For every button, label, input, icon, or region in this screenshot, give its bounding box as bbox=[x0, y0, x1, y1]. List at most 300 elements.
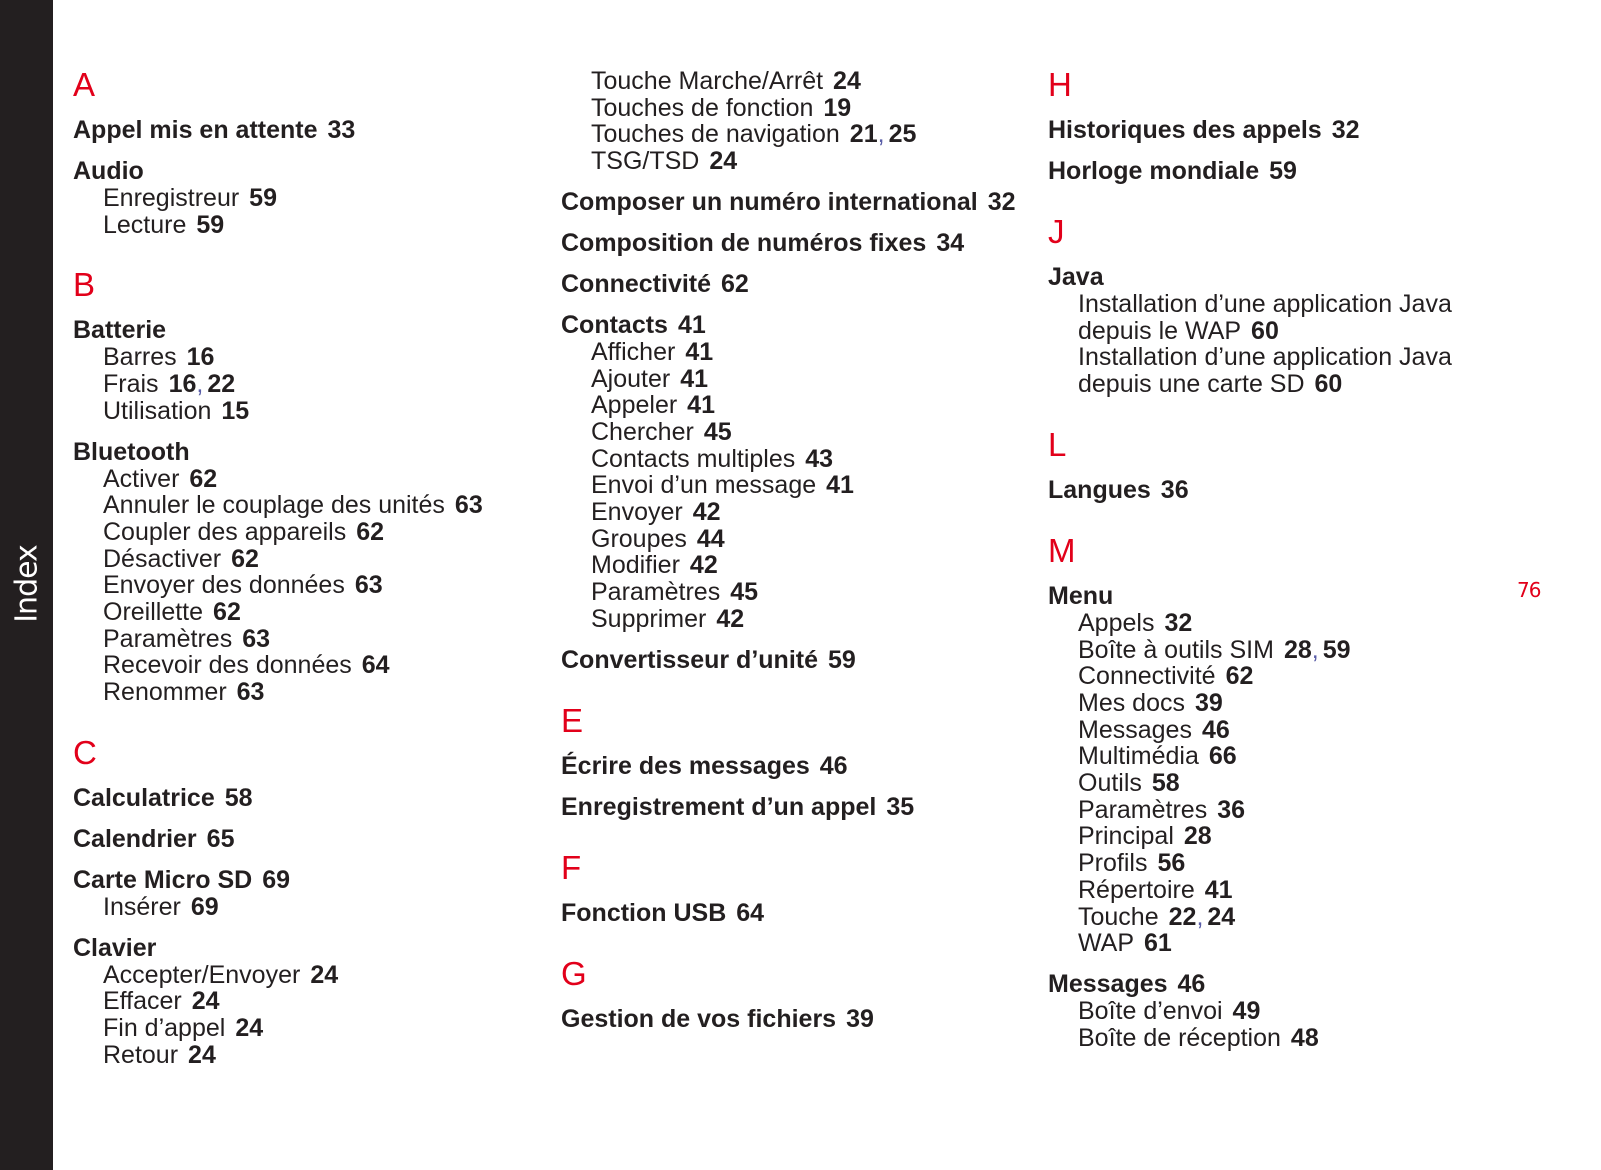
sub-entry bbox=[73, 894, 573, 921]
page-ref: 42 bbox=[716, 604, 745, 633]
page-ref: 42 bbox=[689, 551, 718, 580]
sub-entry bbox=[561, 606, 1061, 633]
sub-entry bbox=[73, 546, 573, 573]
index-entry bbox=[1048, 158, 1548, 185]
entry-term: Fonction USB bbox=[561, 898, 727, 927]
page-ref: 61 bbox=[1144, 929, 1172, 958]
page-ref: 43 bbox=[805, 444, 834, 473]
sub-entry bbox=[1048, 344, 1548, 397]
sub-entry bbox=[561, 472, 1061, 499]
sub-entry-term: Envoyer des données bbox=[103, 571, 345, 600]
page-refs bbox=[1184, 822, 1212, 850]
entry-heading bbox=[1048, 971, 1548, 998]
index-section bbox=[73, 268, 573, 705]
page-refs bbox=[188, 1041, 216, 1069]
index-section bbox=[73, 733, 573, 1069]
page-ref: 62 bbox=[356, 517, 385, 546]
page-ref: 64 bbox=[361, 651, 390, 680]
page-refs bbox=[1315, 370, 1343, 398]
sub-entry bbox=[73, 344, 573, 371]
page-refs bbox=[1233, 997, 1261, 1025]
sub-entry bbox=[73, 519, 573, 546]
page-ref: 63 bbox=[354, 571, 383, 600]
section-letter: G bbox=[561, 954, 587, 992]
page-ref: 39 bbox=[1194, 688, 1223, 717]
page-ref: 41 bbox=[680, 364, 709, 393]
entry-term: Contacts bbox=[561, 310, 668, 339]
page-refs bbox=[1269, 157, 1297, 185]
sub-entry-term: TSG/TSD bbox=[591, 147, 700, 176]
page-ref: 35 bbox=[886, 792, 915, 821]
sub-entry bbox=[561, 339, 1061, 366]
page-ref: 45 bbox=[703, 417, 732, 446]
page-ref: 63 bbox=[242, 624, 271, 653]
entry-heading bbox=[561, 230, 1061, 257]
page-ref: 49 bbox=[1232, 996, 1261, 1025]
page-ref: 32 bbox=[1331, 116, 1360, 144]
page-refs bbox=[680, 365, 708, 393]
page-ref: 59 bbox=[828, 645, 856, 674]
sub-entry bbox=[73, 185, 573, 212]
index-entry bbox=[73, 785, 573, 812]
sub-entry bbox=[561, 121, 1061, 148]
page-refs bbox=[833, 67, 861, 95]
page-ref: 60 bbox=[1251, 316, 1279, 345]
page-ref: 24 bbox=[188, 1040, 216, 1069]
page-ref: 21 bbox=[849, 120, 878, 149]
sub-entry bbox=[73, 212, 573, 239]
page-refs bbox=[356, 518, 384, 546]
index-section bbox=[561, 68, 1061, 674]
entry-term: Composer un numéro international bbox=[561, 187, 978, 216]
sub-entry bbox=[73, 466, 573, 493]
page-ref: 32 bbox=[987, 187, 1016, 216]
page-refs bbox=[225, 784, 253, 812]
page-refs bbox=[1144, 929, 1172, 957]
page-refs bbox=[455, 491, 483, 519]
page-refs bbox=[191, 893, 219, 921]
page-number: 76 bbox=[1517, 578, 1541, 602]
page-ref: 48 bbox=[1290, 1023, 1319, 1052]
entry-term: Calculatrice bbox=[73, 783, 215, 812]
entry-heading bbox=[73, 826, 573, 853]
page-separator: , bbox=[877, 120, 885, 149]
index-entry bbox=[561, 230, 1061, 257]
sub-entry bbox=[1048, 770, 1548, 797]
index-entry bbox=[73, 317, 573, 424]
page-ref: 41 bbox=[1204, 875, 1233, 904]
page-ref: 16 bbox=[168, 370, 197, 399]
page-ref: 62 bbox=[1225, 662, 1254, 691]
entry-heading bbox=[1048, 264, 1548, 291]
index-entry bbox=[1048, 477, 1548, 504]
sub-entry-term: Installation d’une application Java depuis le WAP bbox=[1078, 290, 1452, 345]
page-refs bbox=[192, 987, 220, 1015]
sub-entry-term: WAP bbox=[1078, 929, 1135, 958]
entry-term: Menu bbox=[1048, 581, 1114, 610]
section-letter: A bbox=[73, 66, 96, 103]
page-ref: 42 bbox=[692, 498, 721, 527]
page-ref: 62 bbox=[213, 598, 241, 627]
page-refs bbox=[242, 625, 270, 653]
index-entry bbox=[73, 935, 573, 1069]
index-entry bbox=[561, 1006, 1061, 1033]
page-refs bbox=[1195, 689, 1223, 717]
sidebar-label: Index bbox=[9, 545, 45, 623]
page-ref: 28 bbox=[1183, 822, 1212, 851]
page-ref: 24 bbox=[833, 67, 861, 95]
sub-entry bbox=[73, 492, 573, 519]
page-refs bbox=[678, 311, 706, 339]
page-ref: 62 bbox=[189, 464, 218, 493]
index-column-3 bbox=[1048, 68, 1548, 1081]
page-refs bbox=[207, 825, 235, 853]
page-refs bbox=[310, 961, 338, 989]
entry-heading bbox=[1048, 117, 1548, 144]
page-ref: 46 bbox=[819, 751, 848, 780]
page-refs bbox=[1217, 796, 1245, 824]
sub-entry-term: Messages bbox=[1078, 715, 1192, 744]
section-letter: E bbox=[561, 701, 584, 739]
index-entry bbox=[561, 189, 1061, 216]
page-ref: 19 bbox=[823, 93, 852, 122]
page-refs bbox=[687, 391, 715, 419]
sub-entry bbox=[1048, 1025, 1548, 1052]
page-ref: 59 bbox=[196, 210, 225, 239]
sub-entry-term: Paramètres bbox=[591, 578, 721, 607]
page-ref: 15 bbox=[221, 396, 250, 425]
sub-entry bbox=[561, 419, 1061, 446]
page-refs bbox=[221, 397, 249, 425]
page-refs bbox=[1332, 116, 1360, 144]
section-letter: M bbox=[1048, 531, 1076, 569]
page-refs bbox=[362, 651, 390, 679]
section-letter: B bbox=[73, 266, 96, 304]
page-ref: 24 bbox=[709, 147, 738, 176]
index-entry bbox=[561, 68, 1061, 175]
entry-heading bbox=[561, 753, 1061, 780]
sub-entry bbox=[1048, 904, 1548, 931]
index-entry bbox=[561, 753, 1061, 780]
entry-term: Horloge mondiale bbox=[1048, 157, 1260, 185]
sub-entry bbox=[73, 572, 573, 599]
entry-heading bbox=[73, 117, 573, 144]
page-refs bbox=[196, 211, 224, 239]
entry-heading bbox=[561, 900, 1061, 927]
page-ref: 59 bbox=[249, 184, 277, 212]
sub-entry bbox=[561, 579, 1061, 606]
sub-entry-term: Touches de navigation bbox=[591, 120, 840, 149]
page-refs bbox=[709, 147, 737, 175]
page-ref: 22 bbox=[1168, 902, 1197, 931]
page-ref: 16 bbox=[186, 343, 215, 372]
page-ref: 59 bbox=[1269, 157, 1297, 185]
page-separator: , bbox=[1196, 902, 1204, 931]
page-refs bbox=[697, 525, 725, 553]
sub-entry-term: Boîte d’envoi bbox=[1078, 996, 1223, 1025]
page-refs bbox=[716, 605, 744, 633]
sub-entry bbox=[73, 599, 573, 626]
section-letter: J bbox=[1048, 213, 1065, 250]
page-ref: 39 bbox=[846, 1004, 874, 1033]
sub-entry bbox=[561, 552, 1061, 579]
index-section bbox=[561, 954, 1061, 1033]
sub-entry-term: Boîte à outils SIM bbox=[1078, 635, 1274, 664]
sub-entry-term: Retour bbox=[103, 1040, 179, 1069]
page-ref: 45 bbox=[730, 578, 759, 607]
page-ref: 62 bbox=[721, 269, 749, 298]
index-entry bbox=[73, 117, 573, 144]
entry-term: Appel mis en attente bbox=[73, 116, 318, 144]
sub-entry-term: Oreillette bbox=[103, 598, 204, 627]
sub-entry bbox=[1048, 877, 1548, 904]
sub-entry bbox=[1048, 690, 1548, 717]
sub-entry-term: Appeler bbox=[591, 391, 678, 420]
sub-entry-term: Lecture bbox=[103, 210, 187, 239]
sub-entry bbox=[1048, 930, 1548, 957]
page-ref: 24 bbox=[235, 1013, 264, 1042]
entry-term: Clavier bbox=[73, 933, 157, 962]
page-refs bbox=[1169, 903, 1236, 931]
sub-entry bbox=[73, 1042, 573, 1069]
page-ref: 36 bbox=[1160, 475, 1189, 504]
index-section bbox=[73, 68, 573, 238]
sub-entry bbox=[73, 962, 573, 989]
sub-entry bbox=[1048, 717, 1548, 744]
sub-entry-term: Envoyer bbox=[591, 498, 683, 527]
entry-term: Messages bbox=[1048, 969, 1168, 998]
page-refs bbox=[231, 545, 259, 573]
index-entry bbox=[561, 900, 1061, 927]
sub-entry-term: Chercher bbox=[591, 417, 694, 446]
index-entry bbox=[73, 867, 573, 921]
sub-entry bbox=[73, 626, 573, 653]
sub-entry-term: Accepter/Envoyer bbox=[103, 960, 301, 989]
sub-entry bbox=[561, 526, 1061, 553]
sub-entry bbox=[73, 652, 573, 679]
page-ref: 59 bbox=[1322, 635, 1351, 664]
sub-entry-term: Boîte de réception bbox=[1078, 1023, 1281, 1052]
page-refs bbox=[826, 471, 854, 499]
page-ref: 64 bbox=[736, 898, 765, 927]
entry-term: Carte Micro SD bbox=[73, 865, 253, 894]
index-entry bbox=[1048, 971, 1548, 1051]
sub-entry-term: Groupes bbox=[591, 524, 687, 553]
sub-entry-term: Connectivité bbox=[1078, 662, 1216, 691]
page-refs bbox=[823, 94, 851, 122]
sub-entry-term: Touche bbox=[1078, 902, 1159, 931]
page-ref: 24 bbox=[1207, 902, 1236, 931]
page-ref: 60 bbox=[1314, 370, 1343, 399]
section-letter: H bbox=[1048, 66, 1072, 103]
page-ref: 36 bbox=[1217, 795, 1246, 824]
page-ref: 25 bbox=[888, 120, 917, 149]
sub-entry-term: Recevoir des données bbox=[103, 651, 352, 680]
page-refs bbox=[189, 465, 217, 493]
sub-entry bbox=[561, 95, 1061, 122]
entry-heading bbox=[73, 439, 573, 466]
entry-heading bbox=[561, 647, 1061, 674]
entry-term: Connectivité bbox=[561, 269, 712, 298]
entry-heading bbox=[73, 867, 573, 894]
sub-entry bbox=[1048, 823, 1548, 850]
entry-heading bbox=[1048, 477, 1548, 504]
entry-term: Bluetooth bbox=[73, 437, 190, 466]
page-ref: 24 bbox=[191, 987, 220, 1016]
sub-entry bbox=[73, 679, 573, 706]
index-entry bbox=[1048, 583, 1548, 957]
index-entry bbox=[561, 794, 1061, 821]
sub-entry-term: Touche Marche/Arrêt bbox=[591, 67, 824, 95]
entry-heading bbox=[73, 935, 573, 962]
sub-entry-term: Supprimer bbox=[591, 604, 707, 633]
entry-term: Enregistrement d’un appel bbox=[561, 792, 877, 821]
sub-entry-term: Installation d’une application Java depuis une carte SD bbox=[1078, 343, 1452, 399]
sub-entry-term: Appels bbox=[1078, 608, 1155, 637]
sub-entry-term: Enregistreur bbox=[103, 184, 240, 212]
section-letter: L bbox=[1048, 425, 1067, 463]
entry-term: Écrire des messages bbox=[561, 751, 810, 780]
sub-entry bbox=[1048, 663, 1548, 690]
page-refs bbox=[936, 229, 964, 257]
index-section bbox=[561, 848, 1061, 927]
page-refs bbox=[850, 120, 917, 148]
page-refs bbox=[187, 343, 215, 371]
sub-entry bbox=[1048, 998, 1548, 1025]
index-section bbox=[1048, 531, 1548, 1052]
sub-entry-term: Frais bbox=[103, 370, 159, 399]
page-ref: 32 bbox=[1164, 608, 1193, 637]
entry-heading bbox=[1048, 583, 1548, 610]
entry-term: Audio bbox=[73, 157, 144, 185]
sub-entry-term: Touches de fonction bbox=[591, 93, 814, 122]
entry-heading bbox=[561, 271, 1061, 298]
sub-entry bbox=[1048, 743, 1548, 770]
sub-entry bbox=[561, 148, 1061, 175]
page-ref: 41 bbox=[687, 391, 715, 420]
page-refs bbox=[721, 270, 749, 298]
page-ref: 69 bbox=[262, 865, 291, 894]
entry-term: Convertisseur d’unité bbox=[561, 645, 818, 674]
index-entry bbox=[561, 271, 1061, 298]
page-refs bbox=[886, 793, 914, 821]
page-ref: 63 bbox=[236, 678, 265, 707]
entry-term: Historiques des appels bbox=[1048, 116, 1322, 144]
page-ref: 24 bbox=[310, 960, 339, 989]
page-refs bbox=[1202, 716, 1230, 744]
page-refs bbox=[213, 598, 241, 626]
page-ref: 66 bbox=[1208, 742, 1237, 771]
sidebar bbox=[0, 0, 53, 1170]
index-entry bbox=[561, 647, 1061, 674]
page-refs bbox=[693, 498, 721, 526]
sub-entry bbox=[561, 68, 1061, 95]
sub-entry bbox=[561, 446, 1061, 473]
index-entry bbox=[73, 158, 573, 238]
page-ref: 56 bbox=[1157, 849, 1186, 878]
sub-entry bbox=[1048, 637, 1548, 664]
sub-entry-term: Afficher bbox=[591, 337, 676, 366]
page-refs bbox=[820, 752, 848, 780]
index-entry bbox=[561, 312, 1061, 633]
page-ref: 28 bbox=[1283, 635, 1312, 664]
page-ref: 63 bbox=[454, 491, 483, 520]
entry-heading bbox=[561, 312, 1061, 339]
page-separator: , bbox=[1311, 635, 1319, 664]
page-refs bbox=[249, 184, 277, 212]
sub-entry bbox=[1048, 850, 1548, 877]
sub-entry-term: Annuler le couplage des unités bbox=[103, 491, 445, 520]
page-refs bbox=[730, 578, 758, 606]
page-ref: 69 bbox=[190, 892, 219, 921]
sub-entry-term: Multimédia bbox=[1078, 742, 1199, 771]
index-entry bbox=[1048, 117, 1548, 144]
sub-entry bbox=[73, 988, 573, 1015]
sub-entry bbox=[1048, 797, 1548, 824]
page-ref: 46 bbox=[1201, 715, 1230, 744]
page-refs bbox=[1284, 636, 1351, 664]
sub-entry-term: Désactiver bbox=[103, 544, 222, 573]
page-ref: 41 bbox=[826, 471, 854, 500]
entry-term: Gestion de vos fichiers bbox=[561, 1004, 837, 1033]
page-refs bbox=[262, 866, 290, 894]
sub-entry bbox=[561, 392, 1061, 419]
page-refs bbox=[1157, 849, 1185, 877]
sub-entry-term: Paramètres bbox=[103, 624, 233, 653]
index-entry bbox=[73, 439, 573, 706]
page-ref: 58 bbox=[1151, 769, 1180, 798]
sub-entry-term: Répertoire bbox=[1078, 875, 1195, 904]
page-refs bbox=[690, 551, 718, 579]
sub-entry-term: Paramètres bbox=[1078, 795, 1208, 824]
sub-entry-term: Outils bbox=[1078, 769, 1142, 798]
sub-entry-term: Mes docs bbox=[1078, 688, 1185, 717]
sub-entry-term: Modifier bbox=[591, 551, 680, 580]
page-refs bbox=[846, 1005, 874, 1033]
index-entry bbox=[73, 826, 573, 853]
page-ref: 34 bbox=[936, 228, 965, 257]
entry-term: Calendrier bbox=[73, 824, 197, 853]
page-refs bbox=[1209, 742, 1237, 770]
entry-heading bbox=[73, 317, 573, 344]
entry-term: Java bbox=[1048, 263, 1104, 291]
sub-entry bbox=[561, 366, 1061, 393]
sub-entry bbox=[1048, 291, 1548, 344]
page-refs bbox=[828, 646, 856, 674]
page-refs bbox=[1161, 476, 1189, 504]
sub-entry-term: Insérer bbox=[103, 892, 181, 921]
page-ref: 41 bbox=[677, 310, 706, 339]
page-refs bbox=[355, 571, 383, 599]
sub-entry-term: Profils bbox=[1078, 849, 1148, 878]
index-section bbox=[561, 701, 1061, 821]
index-section bbox=[1048, 215, 1548, 398]
sub-entry-term: Coupler des appareils bbox=[103, 517, 347, 546]
page-refs bbox=[1152, 769, 1180, 797]
sub-entry-term: Renommer bbox=[103, 678, 227, 707]
page-refs bbox=[328, 116, 356, 144]
page-refs bbox=[704, 418, 732, 446]
page-ref: 33 bbox=[327, 116, 356, 144]
section-letter: F bbox=[561, 848, 582, 886]
page-ref: 41 bbox=[685, 337, 714, 366]
entry-term: Composition de numéros fixes bbox=[561, 228, 927, 257]
page-refs bbox=[988, 188, 1016, 216]
sub-entry-term: Ajouter bbox=[591, 364, 671, 393]
page-refs bbox=[1178, 970, 1206, 998]
entry-heading bbox=[561, 794, 1061, 821]
sub-entry-term: Effacer bbox=[103, 987, 182, 1016]
